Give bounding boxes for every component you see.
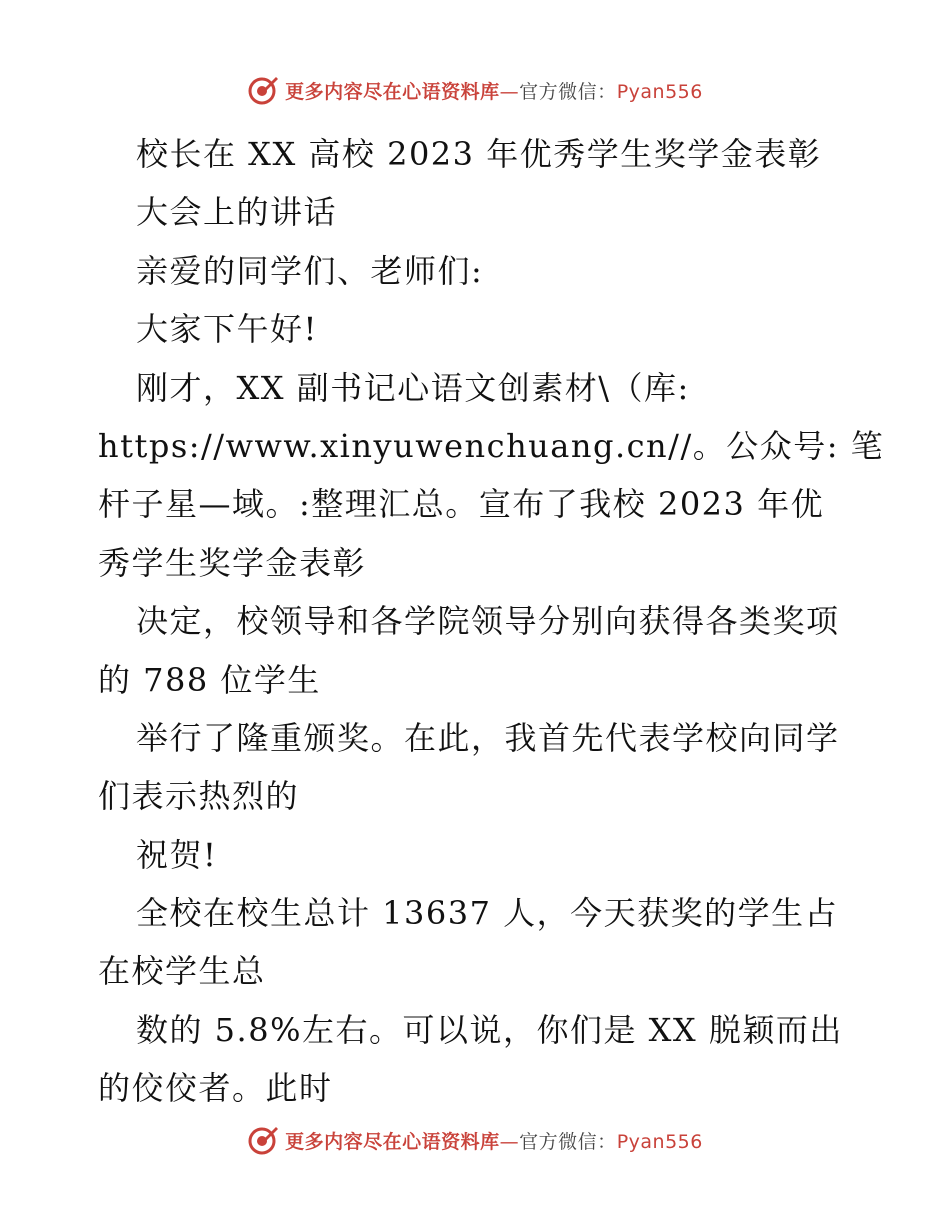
text-line: 杆子星—域。:整理汇总。宣布了我校 2023 年优 bbox=[98, 485, 825, 524]
text-line: 秀学生奖学金表彰 bbox=[98, 543, 367, 582]
pen-logo-icon bbox=[247, 74, 279, 106]
text-line: 在校学生总 bbox=[98, 952, 266, 991]
text-line: 举行了隆重颁奖。在此，我首先代表学校向同学 bbox=[136, 718, 840, 757]
watermark-text bbox=[285, 77, 703, 104]
text-line: https://www.xinyuwenchuang.cn//。公众号: 笔 bbox=[98, 426, 885, 465]
text-line: 全校在校生总计 13637 人，今天获奖的学生占 bbox=[136, 894, 839, 933]
watermark-dash: — bbox=[499, 80, 520, 103]
watermark-handle: Pyan556 bbox=[616, 80, 703, 103]
pen-logo-icon bbox=[247, 1124, 279, 1156]
watermark-label: 官方微信： bbox=[519, 80, 617, 103]
watermark-header bbox=[0, 72, 950, 108]
watermark-brand: 更多内容尽在心语资料库 bbox=[285, 1130, 500, 1153]
text-line: 的佼佼者。此时 bbox=[98, 1069, 333, 1108]
text-line: 们表示热烈的 bbox=[98, 777, 300, 816]
watermark-footer bbox=[0, 1122, 950, 1158]
text-line: 大家下午好! bbox=[136, 310, 318, 349]
watermark-handle: Pyan556 bbox=[616, 1130, 703, 1153]
watermark-text bbox=[285, 1127, 703, 1154]
text-line: 校长在 XX 高校 2023 年优秀学生奖学金表彰 bbox=[136, 135, 822, 173]
document-body bbox=[98, 125, 885, 1118]
text-line: 祝贺! bbox=[136, 835, 218, 874]
text-line: 的 788 位学生 bbox=[98, 660, 321, 699]
watermark-label: 官方微信： bbox=[519, 1130, 617, 1153]
text-line: 大会上的讲话 bbox=[136, 193, 338, 232]
text-line: 刚才，XX 副书记心语文创素材\（库: bbox=[136, 368, 690, 407]
watermark-brand: 更多内容尽在心语资料库 bbox=[285, 80, 500, 103]
watermark-dash: — bbox=[499, 1130, 520, 1153]
text-line: 数的 5.8%左右。可以说，你们是 XX 脱颖而出 bbox=[136, 1010, 843, 1049]
text-line: 决定，校领导和各学院领导分别向获得各类奖项 bbox=[136, 602, 840, 641]
text-line: 亲爱的同学们、老师们: bbox=[136, 251, 484, 290]
